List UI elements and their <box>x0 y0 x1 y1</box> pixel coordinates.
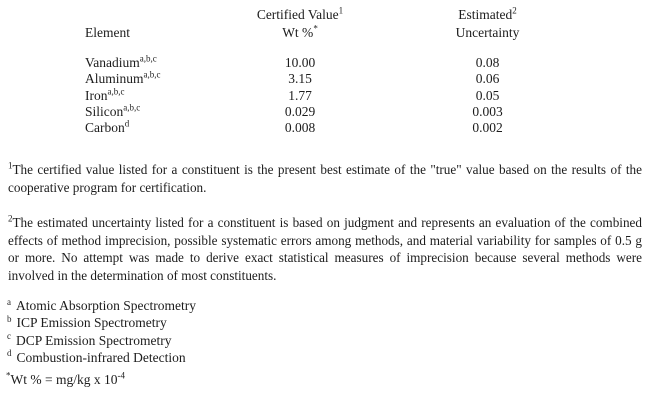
col-header-uncertainty: Uncertainty <box>455 25 520 40</box>
table-row <box>0 88 652 104</box>
footnote-ref-asterisk: * <box>313 23 318 34</box>
certified-value: 3.15 <box>288 71 312 87</box>
table-header-row-1 <box>0 6 652 24</box>
method-label: DCP Emission Spectrometry <box>16 332 172 348</box>
method-refs: d <box>124 118 130 129</box>
col-header-element: Element <box>85 25 130 40</box>
method-footnotes <box>7 297 196 366</box>
method-marker-b: b <box>7 313 12 324</box>
method-label: ICP Emission Spectrometry <box>16 315 167 331</box>
method-marker-a: a <box>7 296 11 307</box>
table-row <box>0 55 652 71</box>
footnote-1-text: The certified value listed for a constituent is the present best estimate of the "true" value based on the results of the cooperative program for certification. <box>8 162 642 195</box>
method-item <box>7 349 196 366</box>
certified-values-table <box>0 6 652 136</box>
method-refs: a,b,c <box>143 69 161 80</box>
footnote-2-text: The estimated uncertainty listed for a constituent is based on judgment and represents an evaluation of the combined effects of method imprecision, possible systematic errors among methods, and material variability for samples of 0.5 g or more. No attempt was made to derive exact statistical measures of imprecision because several methods were involved in the determination of most constituents. <box>8 215 642 283</box>
certified-value: 0.029 <box>284 103 316 119</box>
method-item <box>7 332 196 349</box>
col-header-certified-value: Certified Value$^1$ <box>256 5 344 22</box>
table-row <box>0 120 652 136</box>
element-name: Aluminum$^{a,b,c}$ <box>85 69 161 87</box>
table-header-row-2 <box>0 24 652 42</box>
footnote-2-marker: 2 <box>8 213 13 224</box>
element-name: Carbon$^d$ <box>85 118 130 136</box>
certified-value: 1.77 <box>288 87 312 103</box>
method-refs: a,b,c <box>107 86 125 97</box>
method-item <box>7 314 196 331</box>
footnote-2 <box>8 214 642 284</box>
certified-value: 10.00 <box>284 55 316 70</box>
col-header-wt-percent: Wt %* <box>282 23 318 40</box>
element-name: Iron$^{a,b,c}$ <box>85 86 125 103</box>
estimated-uncertainty: 0.003 <box>472 103 503 119</box>
header-spacer <box>0 6 215 24</box>
estimated-uncertainty: 0.06 <box>475 71 500 87</box>
wt-note-text: Wt % = mg/kg x 10 <box>10 372 118 387</box>
method-marker-c: c <box>7 331 11 342</box>
col-header-estimated: Estimated$^2$ <box>458 5 517 22</box>
estimated-uncertainty: 0.002 <box>472 120 503 136</box>
method-label: Combustion-infrared Detection <box>16 349 186 365</box>
wt-note-exponent: -4 <box>117 370 125 381</box>
table-body <box>0 55 652 136</box>
method-item <box>7 297 196 314</box>
method-refs: a,b,c <box>123 102 141 113</box>
footnote-1 <box>8 161 642 196</box>
table-row <box>0 71 652 87</box>
asterisk-marker: * <box>6 370 11 381</box>
element-name: Vanadium$^{a,b,c}$ <box>85 53 157 70</box>
estimated-uncertainty: 0.08 <box>475 55 500 70</box>
footnote-1-marker: 1 <box>8 160 13 171</box>
estimated-uncertainty: 0.05 <box>475 87 500 103</box>
wt-percent-note <box>6 371 125 389</box>
certified-value: 0.008 <box>284 120 316 136</box>
method-marker-d: d <box>7 348 12 359</box>
footnote-ref-1: 1 <box>338 5 344 16</box>
table-row <box>0 104 652 120</box>
method-label: Atomic Absorption Spectrometry <box>16 298 196 313</box>
element-name: Silicon$^{a,b,c}$ <box>85 102 141 119</box>
footnote-ref-2: 2 <box>512 5 517 16</box>
method-refs: a,b,c <box>139 53 157 64</box>
